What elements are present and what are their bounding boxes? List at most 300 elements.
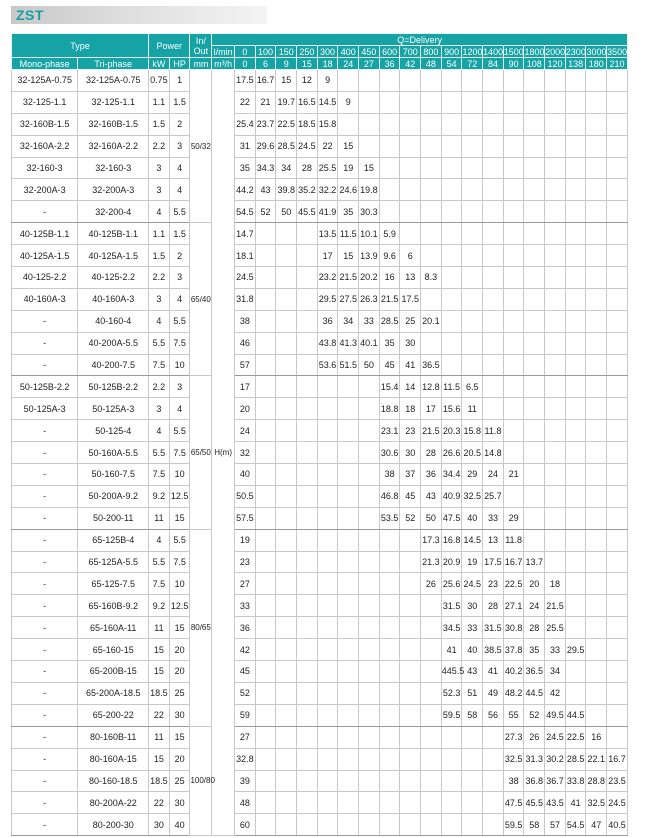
head-value-cell: 24 xyxy=(524,595,545,617)
table-row xyxy=(12,113,628,135)
head-value-cell: 24 xyxy=(483,464,504,486)
head-value-cell xyxy=(297,332,318,354)
head-value-cell xyxy=(379,617,400,639)
inout-header: In/ Out xyxy=(190,34,212,58)
table-row xyxy=(12,135,628,157)
hp-cell: 2 xyxy=(169,245,190,267)
pump-performance-table xyxy=(11,33,628,836)
head-value-cell xyxy=(607,376,628,398)
head-value-cell xyxy=(565,551,586,573)
hp-cell: 10 xyxy=(169,573,190,595)
m3h-value: 18 xyxy=(317,58,338,70)
head-value-cell: 44.5 xyxy=(524,682,545,704)
head-value-cell xyxy=(524,376,545,398)
head-value-cell: 36.5 xyxy=(524,661,545,683)
head-value-cell xyxy=(276,726,297,748)
mono-phase-header: Mono-phase xyxy=(12,58,78,70)
head-value-cell xyxy=(379,814,400,836)
head-value-cell xyxy=(545,529,566,551)
head-value-cell xyxy=(462,135,483,157)
tri-phase-cell: 50-125B-2.2 xyxy=(78,376,149,398)
tri-phase-cell: 40-125-2.2 xyxy=(78,267,149,289)
head-value-cell: 27 xyxy=(235,573,256,595)
head-value-cell: 38.5 xyxy=(483,639,504,661)
head-value-cell xyxy=(545,245,566,267)
table-header xyxy=(12,34,628,70)
head-value-cell xyxy=(359,748,380,770)
head-value-cell xyxy=(586,485,607,507)
lmin-value: 0 xyxy=(235,46,256,58)
head-value-cell xyxy=(524,310,545,332)
head-value-cell: 35 xyxy=(524,639,545,661)
lmin-value: 1400 xyxy=(483,46,504,57)
head-value-cell: 26 xyxy=(524,726,545,748)
head-value-cell: 15.8 xyxy=(317,113,338,135)
head-value-cell: 14 xyxy=(400,376,421,398)
head-value-cell xyxy=(503,485,524,507)
head-value-cell: 20.2 xyxy=(359,267,380,289)
head-value-cell xyxy=(421,682,442,704)
tri-phase-cell: 50-125-4 xyxy=(78,420,149,442)
head-value-cell: 11 xyxy=(462,398,483,420)
table-row xyxy=(12,639,628,661)
tri-phase-cell: 32-160B-1.5 xyxy=(78,113,149,135)
head-value-cell xyxy=(359,814,380,836)
head-value-cell xyxy=(545,332,566,354)
head-value-cell xyxy=(359,376,380,398)
tri-phase-cell: 65-125A-5.5 xyxy=(78,551,149,573)
head-value-cell: 17.5 xyxy=(235,70,256,92)
kw-cell: 4 xyxy=(149,420,170,442)
head-value-cell xyxy=(297,267,318,289)
head-value-cell xyxy=(483,770,504,792)
head-value-cell xyxy=(607,201,628,223)
hp-cell: 3 xyxy=(169,376,190,398)
table-row xyxy=(12,245,628,267)
head-value-cell xyxy=(255,420,276,442)
lmin-value: 900 xyxy=(441,46,462,58)
head-value-cell xyxy=(400,179,421,201)
head-value-cell: 28.5 xyxy=(379,310,400,332)
head-value-cell xyxy=(255,464,276,486)
tri-phase-cell: 32-200A-3 xyxy=(78,179,149,201)
head-value-cell: 41.9 xyxy=(317,201,338,223)
head-value-cell: 24.5 xyxy=(297,135,318,157)
head-value-cell xyxy=(503,201,524,223)
head-value-cell: 16.5 xyxy=(297,91,318,113)
head-value-cell: 29.5 xyxy=(317,288,338,310)
head-value-cell xyxy=(545,91,566,113)
head-value-cell xyxy=(545,310,566,332)
head-value-cell: 23.1 xyxy=(379,420,400,442)
head-value-cell xyxy=(462,179,483,201)
head-value-cell xyxy=(255,551,276,573)
head-value-cell xyxy=(276,442,297,464)
head-value-cell xyxy=(421,201,442,223)
head-value-cell xyxy=(379,70,400,92)
table-row xyxy=(12,332,628,354)
head-value-cell xyxy=(297,726,318,748)
head-value-cell xyxy=(317,507,338,529)
head-value-cell xyxy=(441,201,462,223)
head-value-cell: 23.2 xyxy=(317,267,338,289)
tri-phase-cell: 65-160A-11 xyxy=(78,617,149,639)
kw-cell: 1.5 xyxy=(149,245,170,267)
head-value-cell xyxy=(483,792,504,814)
head-value-cell xyxy=(441,245,462,267)
head-value-cell xyxy=(524,179,545,201)
type-header: Type xyxy=(12,34,149,58)
head-value-cell xyxy=(483,376,504,398)
head-value-cell xyxy=(297,704,318,726)
head-value-cell: 43 xyxy=(462,661,483,683)
kw-cell: 11 xyxy=(149,726,170,748)
head-value-cell xyxy=(359,617,380,639)
head-value-cell: 33 xyxy=(483,507,504,529)
head-value-cell xyxy=(607,617,628,639)
head-value-cell xyxy=(297,814,318,836)
head-value-cell xyxy=(421,748,442,770)
head-value-cell xyxy=(297,288,318,310)
head-value-cell xyxy=(524,245,545,267)
head-value-cell: 32.8 xyxy=(235,748,256,770)
head-value-cell xyxy=(565,354,586,376)
head-value-cell xyxy=(483,201,504,223)
head-value-cell: 24.5 xyxy=(545,726,566,748)
kw-cell: 0.75 xyxy=(149,70,170,92)
table-row xyxy=(12,661,628,683)
head-value-cell xyxy=(255,442,276,464)
head-value-cell xyxy=(400,201,421,223)
head-value-cell xyxy=(462,245,483,267)
head-value-cell xyxy=(379,682,400,704)
head-value-cell: 8.3 xyxy=(421,267,442,289)
lmin-value: 1200 xyxy=(462,46,483,57)
m3h-value: 9 xyxy=(276,58,297,70)
head-value-cell xyxy=(255,792,276,814)
head-value-cell xyxy=(297,682,318,704)
hp-cell: 5.5 xyxy=(169,310,190,332)
head-value-cell: 34.4 xyxy=(441,464,462,486)
head-value-cell xyxy=(255,682,276,704)
table-row xyxy=(12,442,628,464)
head-value-cell xyxy=(483,245,504,267)
head-value-cell xyxy=(276,551,297,573)
head-value-cell xyxy=(545,223,566,245)
head-value-cell: 19 xyxy=(338,157,359,179)
head-value-cell xyxy=(441,792,462,814)
table-row xyxy=(12,726,628,748)
head-value-cell xyxy=(524,201,545,223)
head-value-cell xyxy=(462,354,483,376)
head-value-cell: 43.5 xyxy=(545,792,566,814)
head-value-cell xyxy=(276,288,297,310)
head-value-cell: 36 xyxy=(421,464,442,486)
head-value-cell: 45.5 xyxy=(524,792,545,814)
head-value-cell: 57 xyxy=(545,814,566,836)
hp-cell: 10 xyxy=(169,354,190,376)
m3h-value: 120 xyxy=(545,58,566,70)
head-value-cell xyxy=(503,398,524,420)
head-value-cell: 30 xyxy=(462,595,483,617)
head-value-cell xyxy=(483,332,504,354)
head-value-cell: 53.6 xyxy=(317,354,338,376)
head-value-cell xyxy=(441,726,462,748)
head-value-cell: 36.5 xyxy=(421,354,442,376)
head-value-cell xyxy=(586,464,607,486)
head-value-cell xyxy=(441,113,462,135)
hp-cell: 7.5 xyxy=(169,551,190,573)
head-value-cell xyxy=(421,726,442,748)
head-value-cell xyxy=(297,748,318,770)
lmin-value: 450 xyxy=(359,46,380,58)
head-value-cell: 48.2 xyxy=(503,682,524,704)
head-value-cell xyxy=(462,770,483,792)
table-row xyxy=(12,704,628,726)
head-value-cell: 31.5 xyxy=(441,595,462,617)
head-value-cell xyxy=(297,595,318,617)
head-value-cell: 60 xyxy=(235,814,256,836)
head-value-cell xyxy=(565,332,586,354)
head-value-cell: 45.5 xyxy=(297,201,318,223)
head-value-cell xyxy=(607,179,628,201)
mono-phase-cell: - xyxy=(12,485,78,507)
head-value-cell xyxy=(276,529,297,551)
head-value-cell xyxy=(586,376,607,398)
head-value-cell: 14.7 xyxy=(235,223,256,245)
head-value-cell xyxy=(338,507,359,529)
mono-phase-cell: 40-125-2.2 xyxy=(12,267,78,289)
head-value-cell xyxy=(255,573,276,595)
mono-phase-cell: - xyxy=(12,573,78,595)
head-value-cell xyxy=(297,442,318,464)
table-row xyxy=(12,376,628,398)
head-value-cell xyxy=(255,661,276,683)
head-value-cell xyxy=(503,70,524,92)
head-value-cell xyxy=(586,354,607,376)
head-value-cell xyxy=(379,748,400,770)
head-value-cell: 21.5 xyxy=(421,420,442,442)
head-value-cell xyxy=(359,70,380,92)
head-value-cell xyxy=(503,179,524,201)
hp-cell: 3 xyxy=(169,135,190,157)
hp-cell: 12.5 xyxy=(169,595,190,617)
lmin-value: 2000 xyxy=(545,46,566,57)
tri-phase-cell: 65-200B-15 xyxy=(78,661,149,683)
head-value-cell xyxy=(441,310,462,332)
head-value-cell xyxy=(255,332,276,354)
head-value-cell xyxy=(359,704,380,726)
head-value-cell xyxy=(524,464,545,486)
head-value-cell xyxy=(338,639,359,661)
head-value-cell xyxy=(607,595,628,617)
head-value-cell: 36 xyxy=(317,310,338,332)
head-value-cell xyxy=(607,223,628,245)
head-value-cell: 29 xyxy=(503,507,524,529)
head-value-cell xyxy=(297,245,318,267)
power-header: Power xyxy=(149,34,190,58)
head-value-cell xyxy=(524,223,545,245)
head-value-cell: 40.9 xyxy=(441,485,462,507)
head-value-cell xyxy=(400,529,421,551)
head-value-cell xyxy=(441,770,462,792)
head-value-cell xyxy=(607,245,628,267)
tri-phase-cell: 65-125-7.5 xyxy=(78,573,149,595)
head-value-cell: 21.5 xyxy=(545,595,566,617)
head-value-cell xyxy=(503,91,524,113)
head-value-cell: 40.2 xyxy=(503,661,524,683)
head-value-cell: 25.4 xyxy=(235,113,256,135)
head-value-cell xyxy=(317,617,338,639)
m3h-value: 180 xyxy=(586,58,607,70)
head-value-cell xyxy=(503,420,524,442)
head-value-cell xyxy=(400,704,421,726)
head-value-cell xyxy=(338,485,359,507)
tri-phase-header: Tri-phase xyxy=(78,58,149,70)
head-value-cell: 21.5 xyxy=(379,288,400,310)
head-value-cell: 29.5 xyxy=(565,639,586,661)
head-value-cell: 25 xyxy=(400,310,421,332)
head-value-cell: 23.5 xyxy=(607,770,628,792)
head-value-cell: 17.3 xyxy=(421,529,442,551)
head-value-cell xyxy=(524,332,545,354)
table-row xyxy=(12,157,628,179)
head-value-cell xyxy=(483,310,504,332)
head-value-cell xyxy=(441,135,462,157)
head-value-cell xyxy=(359,464,380,486)
head-value-cell: 41.3 xyxy=(338,332,359,354)
mono-phase-cell: - xyxy=(12,464,78,486)
head-value-cell xyxy=(565,464,586,486)
head-value-cell xyxy=(607,288,628,310)
hp-cell: 10 xyxy=(169,464,190,486)
table-row xyxy=(12,792,628,814)
head-value-cell xyxy=(359,726,380,748)
head-value-cell: 20.5 xyxy=(462,442,483,464)
head-value-cell xyxy=(276,223,297,245)
head-value-cell: 19 xyxy=(462,551,483,573)
mono-phase-cell: 32-125A-0.75 xyxy=(12,70,78,92)
head-value-cell: 24.5 xyxy=(607,792,628,814)
head-value-cell xyxy=(276,639,297,661)
head-value-cell xyxy=(462,748,483,770)
head-value-cell: 35.2 xyxy=(297,179,318,201)
head-value-cell xyxy=(338,529,359,551)
head-value-cell xyxy=(565,179,586,201)
head-value-cell xyxy=(255,639,276,661)
head-value-cell: 33 xyxy=(359,310,380,332)
head-value-cell: 16 xyxy=(586,726,607,748)
head-value-cell xyxy=(586,442,607,464)
head-value-cell xyxy=(255,507,276,529)
head-value-cell xyxy=(607,661,628,683)
head-value-cell xyxy=(338,70,359,92)
head-value-cell xyxy=(255,726,276,748)
head-value-cell: 30 xyxy=(400,332,421,354)
head-value-cell xyxy=(255,814,276,836)
head-value-cell xyxy=(359,682,380,704)
head-value-cell xyxy=(338,617,359,639)
tri-phase-cell: 80-160B-11 xyxy=(78,726,149,748)
title-bar xyxy=(11,6,267,24)
head-value-cell: 59 xyxy=(235,704,256,726)
head-value-cell xyxy=(317,398,338,420)
head-value-cell xyxy=(359,485,380,507)
head-value-cell xyxy=(503,332,524,354)
head-value-cell: 36.8 xyxy=(524,770,545,792)
kw-cell: 18.5 xyxy=(149,770,170,792)
head-value-cell xyxy=(483,267,504,289)
head-value-cell xyxy=(297,420,318,442)
head-value-cell: 27.1 xyxy=(503,595,524,617)
head-value-cell xyxy=(421,113,442,135)
table-row xyxy=(12,70,628,92)
head-value-cell: 57 xyxy=(235,354,256,376)
head-value-cell xyxy=(379,157,400,179)
head-value-cell xyxy=(379,595,400,617)
table-row xyxy=(12,91,628,113)
mono-phase-cell: - xyxy=(12,770,78,792)
mono-phase-cell: - xyxy=(12,420,78,442)
head-value-cell: 19 xyxy=(235,529,256,551)
table-row xyxy=(12,179,628,201)
head-value-cell: 24.6 xyxy=(338,179,359,201)
head-value-cell: 20.1 xyxy=(421,310,442,332)
kw-cell: 3 xyxy=(149,157,170,179)
head-value-cell xyxy=(379,792,400,814)
lmin-unit: l/min xyxy=(213,46,233,57)
head-value-cell: 13.5 xyxy=(317,223,338,245)
head-value-cell xyxy=(441,157,462,179)
lmin-value: 1800 xyxy=(524,46,545,57)
head-value-cell xyxy=(421,639,442,661)
kw-cell: 4 xyxy=(149,529,170,551)
head-value-cell xyxy=(483,748,504,770)
head-value-cell: 30.6 xyxy=(379,442,400,464)
head-value-cell xyxy=(607,442,628,464)
head-value-cell xyxy=(565,310,586,332)
head-value-cell: 32.2 xyxy=(317,179,338,201)
head-value-cell xyxy=(276,661,297,683)
mono-phase-cell: 50-125A-3 xyxy=(12,398,78,420)
head-value-cell xyxy=(400,814,421,836)
head-value-cell: 23 xyxy=(235,551,256,573)
lmin-value: 100 xyxy=(255,46,276,58)
head-value-cell xyxy=(545,551,566,573)
tri-phase-cell: 50-200-11 xyxy=(78,507,149,529)
hp-cell: 5.5 xyxy=(169,201,190,223)
head-value-cell: 32 xyxy=(235,442,256,464)
head-value-cell xyxy=(297,507,318,529)
kw-cell: 11 xyxy=(149,617,170,639)
head-value-cell xyxy=(565,245,586,267)
head-value-cell: 41 xyxy=(441,639,462,661)
head-value-cell: 27.5 xyxy=(338,288,359,310)
head-value-cell xyxy=(255,529,276,551)
head-value-cell xyxy=(359,529,380,551)
head-value-cell xyxy=(524,70,545,92)
head-value-cell xyxy=(255,288,276,310)
tri-phase-cell: 80-200-30 xyxy=(78,814,149,836)
hp-cell: 30 xyxy=(169,792,190,814)
head-value-cell: 28 xyxy=(421,442,442,464)
head-value-cell xyxy=(503,267,524,289)
head-value-cell xyxy=(421,704,442,726)
mono-phase-cell: - xyxy=(12,442,78,464)
head-value-cell xyxy=(379,529,400,551)
head-value-cell xyxy=(297,310,318,332)
head-value-cell: 47 xyxy=(586,814,607,836)
